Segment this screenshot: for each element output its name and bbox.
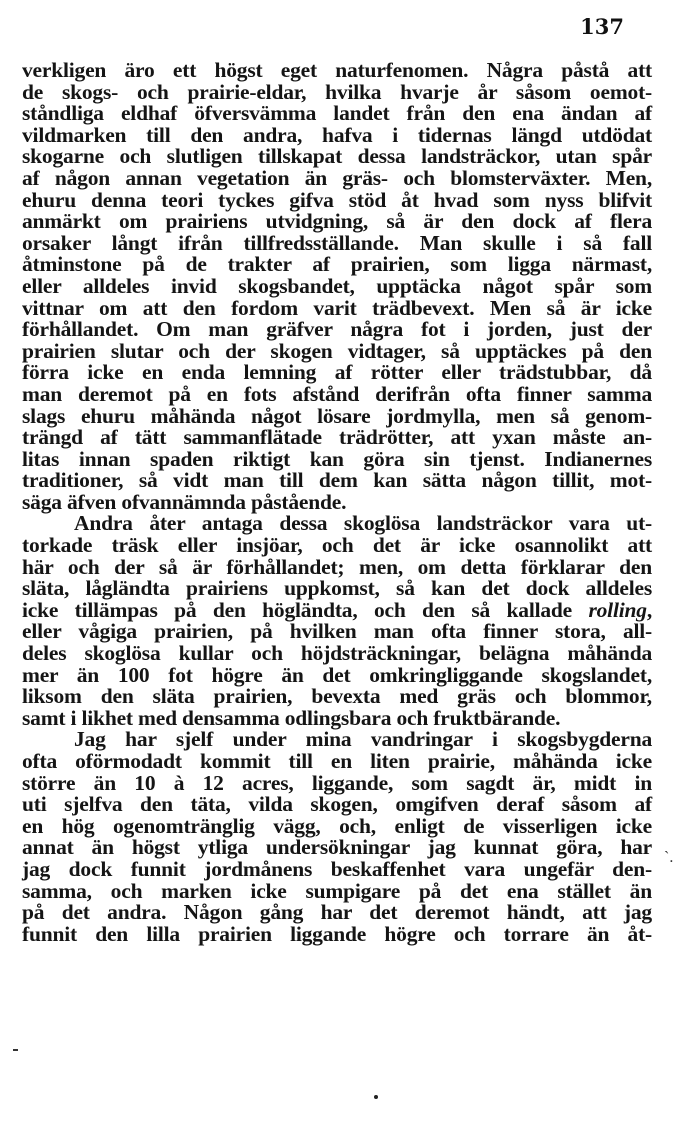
text-line-content: eller alldeles invid skogsbandet, upptäcka något spår som	[22, 273, 652, 298]
text-line	[22, 319, 652, 341]
text-line-content: förhållandet. Om man gräfver några fot i jorden, just der	[22, 317, 652, 342]
text-line	[22, 794, 652, 816]
text-line	[22, 837, 652, 859]
text-line-content: ofta oförmodadt kommit till en liten prairie, måhända icke	[22, 749, 652, 773]
text-line-content: de skogs- och prairie-eldar, hvilka hvarje år såsom oemot-	[22, 79, 652, 104]
text-line-content: annat än högst ytliga undersökningar jag kunnat göra, har	[22, 835, 652, 860]
text-line	[22, 813, 652, 838]
text-line-content: jag dock funnit jordmånens beskaffenhet vara ungefär den-	[22, 856, 652, 881]
text-line	[22, 686, 652, 708]
text-line-content: Andra åter antaga dessa skoglösa landsträckor vara ut-	[74, 511, 652, 536]
text-line-content: traditioner, så vidt man till dem kan sätta någon tillit, mot-	[22, 468, 652, 493]
text-line-content: funnit den lilla prairien liggande högre och torrare än åt-	[22, 921, 652, 946]
text-line	[22, 621, 652, 643]
text-line	[22, 578, 652, 600]
text-line-content: vittnar om att den fordom varit trädbevext. Men så är icke	[22, 295, 652, 320]
text-line-content: på det andra. Någon gång har det deremot händt, att jag	[22, 900, 652, 925]
text-line-content: en hög ogenomtränglig vägg, och, enligt de visserligen icke	[22, 813, 652, 838]
text-line-content: anmärkt om prairiens utvidgning, så är den dock af flera	[22, 209, 652, 234]
text-line	[22, 597, 652, 622]
text-line-content: samt i likhet med densamma odlingsbara och fruktbärande.	[22, 705, 561, 730]
text-line	[22, 489, 652, 514]
text-line	[22, 338, 652, 363]
text-line	[22, 230, 652, 255]
text-line	[22, 470, 652, 492]
text-line	[22, 211, 652, 233]
text-line-content: eller vågiga prairien, på hvilken man ofta finner stora, all-	[22, 619, 652, 644]
text-line-content: förra icke en enda lemning af rötter eller trädstubbar, då	[22, 360, 652, 385]
text-line	[22, 362, 652, 384]
text-line	[22, 273, 652, 298]
text-line	[22, 122, 652, 147]
text-line	[22, 513, 652, 535]
text-line-content: mer än 100 fot högre än det omkringliggande skogslandet,	[22, 662, 652, 687]
text-line	[22, 878, 652, 903]
text-line-content: torkade träsk eller insjöar, och det är icke osannolikt att	[22, 533, 652, 558]
text-line-content: deles skoglösa kullar och höjdsträckningar, belägna måhända	[22, 641, 652, 666]
text-line-content: icke tillämpas på den högländta, och den så kallade	[22, 597, 589, 622]
text-line	[22, 60, 652, 82]
italic-term: rolling	[588, 597, 647, 622]
text-line	[22, 446, 652, 471]
text-line-content: skogarne och slutligen tillskapat dessa landsträckor, utan spår	[22, 144, 652, 169]
text-line-content: samma, och marken icke sumpigare på det ena stället än	[22, 878, 652, 903]
text-line	[22, 770, 652, 795]
text-line	[22, 79, 652, 104]
text-line-content: prairien slutar och der skogen vidtager, så upptäckes på den	[22, 338, 652, 363]
text-line-content: ehuru denna teori tyckes gifva stöd åt hvad som nyss blifvit	[22, 187, 652, 212]
text-line	[22, 729, 652, 751]
text-line-content: åtminstone på de trakter af prairien, som ligga närmast,	[22, 252, 652, 277]
text-line	[22, 705, 652, 730]
punctuation: ,	[646, 597, 652, 622]
text-line-content: trängd af tätt sammanflätade trädrötter, att yxan måste an-	[22, 425, 652, 450]
text-line-content: orsaker långt ifrån tillfredsställande. Man skulle i så fall	[22, 230, 652, 255]
text-line-content: säga äfven ofvannämnda påstående.	[22, 489, 347, 514]
text-line-content: af någon annan vegetation än gräs- och blomsterväxter. Men,	[22, 165, 652, 190]
text-line	[22, 921, 652, 946]
text-line	[22, 403, 652, 428]
print-dot-mark	[374, 1095, 378, 1099]
margin-tick-mark: `.	[664, 849, 674, 866]
text-line	[22, 856, 652, 881]
text-line-content: större än 10 à 12 acres, liggande, som sagdt är, midt in	[22, 770, 652, 795]
page-number: 137	[580, 14, 624, 39]
text-line	[22, 902, 652, 924]
text-line	[22, 146, 652, 168]
text-line-content: liksom den släta prairien, bevexta med gräs och blommor,	[22, 684, 652, 709]
text-line	[22, 165, 652, 190]
text-line	[22, 103, 652, 125]
text-line-content: slags ehuru måhända något lösare jordmylla, men så genom-	[22, 403, 652, 428]
text-line	[22, 254, 652, 276]
text-line	[22, 662, 652, 687]
text-line-content: uti sjelfva den täta, vilda skogen, omgifven deraf såsom af	[22, 792, 652, 817]
text-line-content: verkligen äro ett högst eget naturfenomen. Några påstå att	[22, 58, 652, 82]
text-line	[22, 643, 652, 665]
text-line	[22, 295, 652, 320]
text-line	[22, 427, 652, 449]
text-line-content: vildmarken till den andra, hafva i tidernas längd utdödat	[22, 122, 652, 147]
text-line-content: Jag har sjelf under mina vandringar i skogsbygderna	[74, 727, 652, 752]
text-line-content: man deremot på en fots afstånd derifrån ofta finner samma	[22, 381, 652, 406]
body-text	[22, 60, 652, 945]
text-line	[22, 751, 652, 773]
margin-dash-mark	[13, 1049, 18, 1051]
text-line	[22, 554, 652, 579]
text-line-content: släta, lågländta prairiens uppkomst, så kan det dock alldeles	[22, 576, 652, 601]
text-line-content: här och der så är förhållandet; men, om detta förklarar den	[22, 554, 652, 579]
text-line-content: litas innan spaden riktigt kan göra sin tjenst. Indianernes	[22, 446, 652, 471]
text-line	[22, 381, 652, 406]
text-line	[22, 187, 652, 212]
text-line	[22, 535, 652, 557]
text-line-content: ståndliga eldhaf öfversvämma landet från den ena ändan af	[22, 101, 652, 126]
